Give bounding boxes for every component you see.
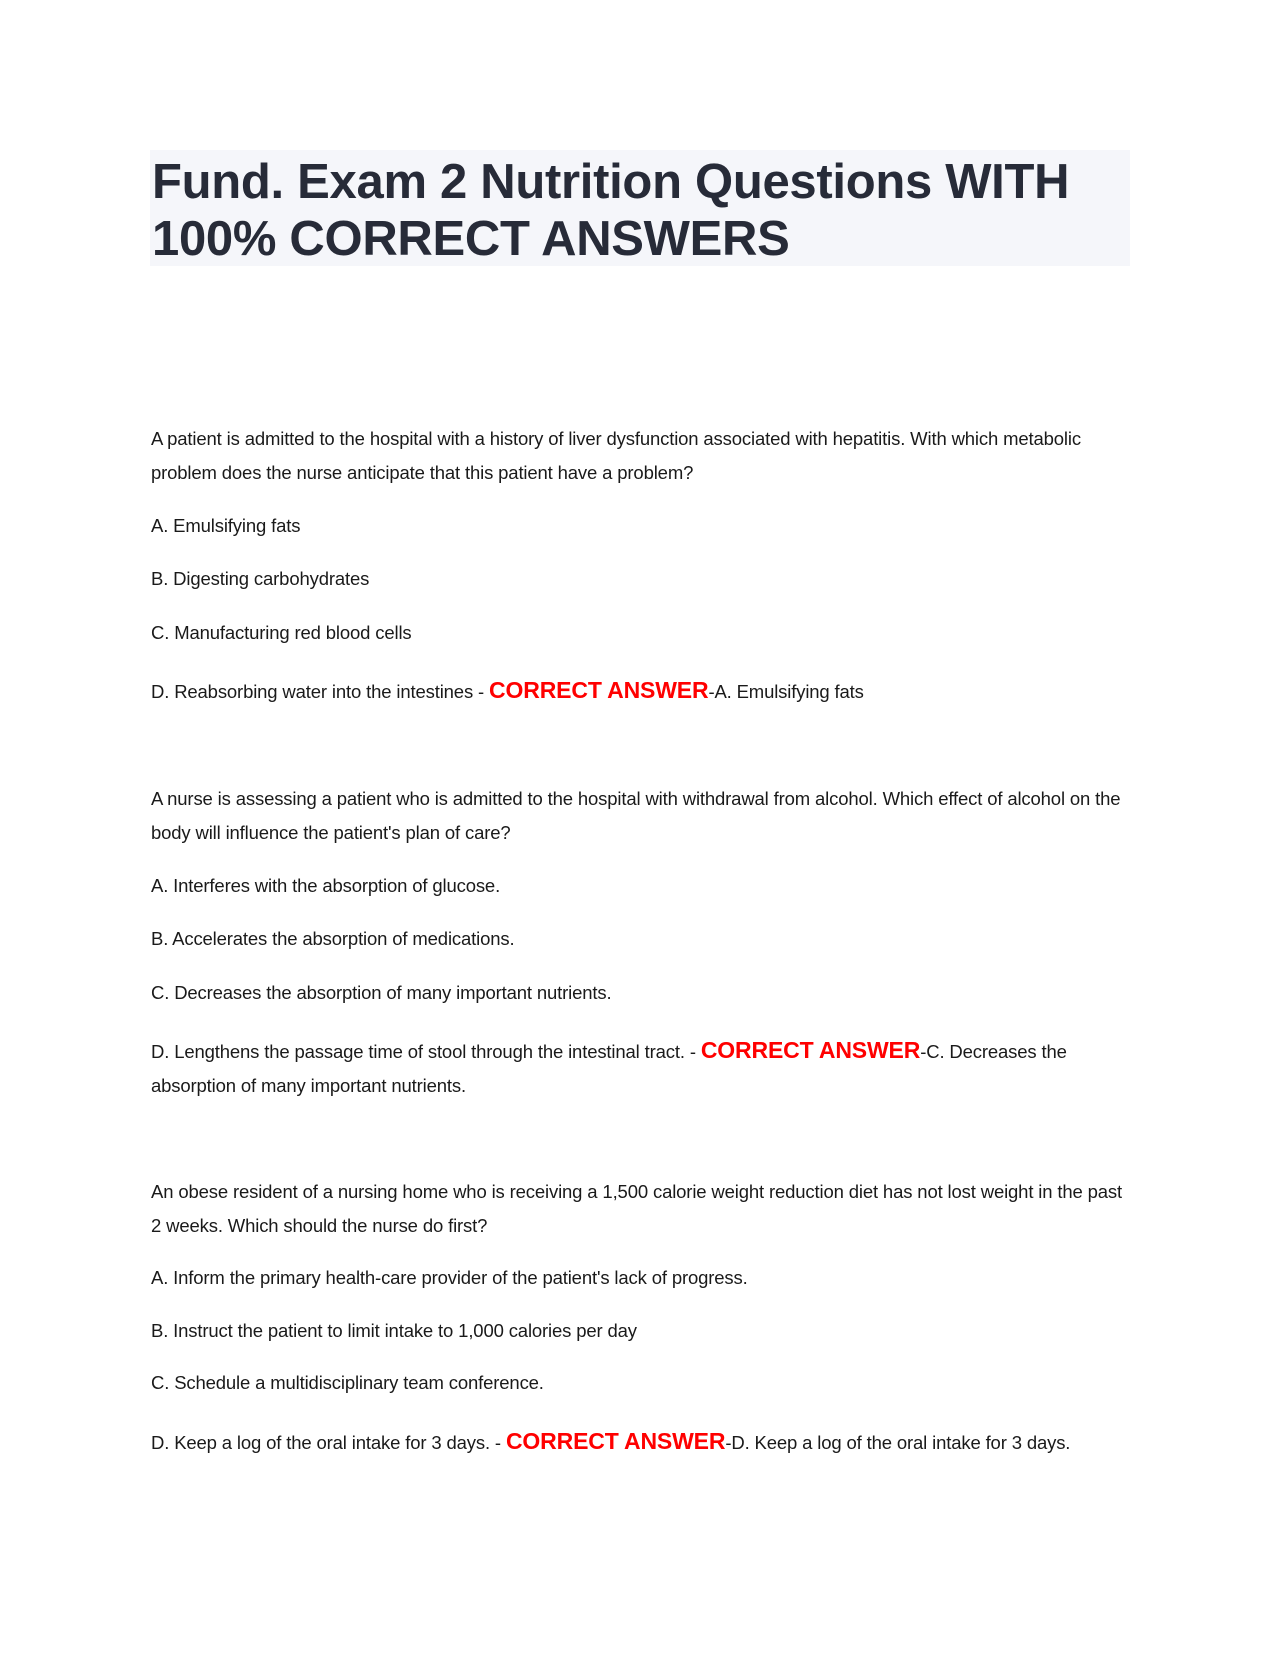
question-3-option-b: B. Instruct the patient to limit intake to 1,000 calories per day	[151, 1320, 637, 1341]
question-2-option-a: A. Interferes with the absorption of glucose.	[151, 875, 501, 896]
question-3-option-a: A. Inform the primary health-care provider of the patient's lack of progress.	[151, 1267, 748, 1288]
option-d-text: D. Keep a log of the oral intake for 3 days. -	[151, 1432, 501, 1453]
question-1-stem: A patient is admitted to the hospital with a history of liver dysfunction associated with hepatitis. With which metabolic problem does the nurse anticipate that this patient have a problem?	[151, 428, 1081, 483]
document-title: Fund. Exam 2 Nutrition Questions WITH 100% CORRECT ANSWERS	[152, 155, 1070, 266]
question-2-option-b: B. Accelerates the absorption of medications.	[151, 928, 515, 949]
question-3-option-c: C. Schedule a multidisciplinary team conference.	[151, 1372, 544, 1393]
answer-text: -A. Emulsifying fats	[708, 681, 864, 702]
document-title-block	[150, 150, 1130, 266]
question-2-stem: A nurse is assessing a patient who is admitted to the hospital with withdrawal from alcohol. Which effect of alcohol on the body will influence the patient's plan of care?	[151, 788, 1121, 843]
option-d-text: D. Lengthens the passage time of stool through the intestinal tract. -	[151, 1041, 696, 1062]
question-1-option-c: C. Manufacturing red blood cells	[151, 622, 412, 643]
correct-answer-label: CORRECT ANSWER	[700, 1037, 921, 1063]
answer-text: -C. Decreases the absorption of many important nutrients.	[151, 1041, 1067, 1096]
correct-answer-label: CORRECT ANSWER	[505, 1428, 726, 1454]
question-1-option-b: B. Digesting carbohydrates	[151, 568, 370, 589]
question-1-option-d-answer	[151, 674, 1136, 709]
question-2-option-d-answer	[151, 1034, 1136, 1102]
option-d-text: D. Reabsorbing water into the intestines -	[151, 681, 485, 702]
answer-text: -D. Keep a log of the oral intake for 3 days.	[725, 1432, 1071, 1453]
question-3-stem: An obese resident of a nursing home who is receiving a 1,500 calorie weight reduction diet has not lost weight in the past 2 weeks. Which should the nurse do first?	[151, 1181, 1123, 1236]
question-3-option-d-answer	[151, 1425, 1136, 1460]
correct-answer-label: CORRECT ANSWER	[489, 677, 709, 703]
question-1-option-a: A. Emulsifying fats	[151, 515, 301, 536]
question-2-option-c: C. Decreases the absorption of many important nutrients.	[151, 982, 612, 1003]
